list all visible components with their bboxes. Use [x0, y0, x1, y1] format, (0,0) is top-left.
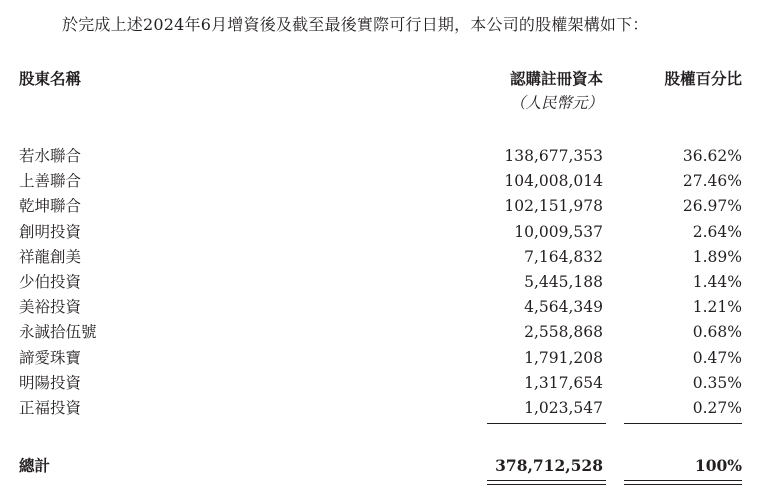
percentage-cell: 0.27%	[692, 398, 742, 417]
registered-capital-cell: 7,164,832	[524, 247, 603, 266]
shareholder-name-cell: 美裕投資	[19, 298, 82, 317]
percentage-cell: 2.64%	[692, 222, 742, 241]
shareholder-name-cell: 乾坤聯合	[19, 197, 82, 216]
total-percentage-value: 100%	[694, 456, 742, 475]
column-header-capital-unit: （人民幣元）	[509, 94, 603, 112]
registered-capital-cell: 102,151,978	[504, 197, 603, 216]
column-header-percentage: 股權百分比	[664, 69, 742, 88]
shareholding-table-body	[0, 144, 771, 421]
registered-capital-cell: 1,791,208	[524, 348, 603, 367]
shareholder-name-cell: 諦愛珠寶	[19, 348, 82, 367]
shareholder-name-cell: 永誠拾伍號	[19, 323, 97, 342]
table-row	[0, 371, 771, 396]
registered-capital-cell: 10,009,537	[514, 222, 603, 241]
table-row	[0, 320, 771, 345]
intro-paragraph: 於完成上述2024年6月增資後及截至最後實際可行日期，本公司的股權架構如下：	[62, 15, 649, 34]
registered-capital-cell: 138,677,353	[504, 147, 603, 165]
table-row	[0, 144, 771, 169]
shareholder-name-cell: 若水聯合	[19, 147, 82, 165]
percentage-cell: 0.68%	[692, 323, 742, 342]
registered-capital-cell: 4,564,349	[524, 298, 603, 317]
percentage-cell: 36.62%	[682, 147, 742, 165]
registered-capital-cell: 2,558,868	[524, 323, 603, 342]
registered-capital-cell: 5,445,188	[524, 272, 603, 291]
shareholder-name-cell: 少伯投資	[19, 272, 82, 291]
percentage-cell: 26.97%	[682, 197, 742, 216]
shareholder-name-cell: 創明投資	[19, 222, 82, 241]
registered-capital-cell: 1,317,654	[524, 373, 603, 392]
column-header-shareholder-name: 股東名稱	[19, 69, 82, 88]
table-row	[0, 346, 771, 371]
subtotal-rule-percentage	[624, 423, 742, 424]
total-capital-value: 378,712,528	[495, 456, 603, 475]
shareholder-name-cell: 明陽投資	[19, 373, 82, 392]
total-double-rule-percentage-lower	[624, 484, 742, 485]
total-double-rule-capital-lower	[487, 484, 606, 485]
table-row	[0, 270, 771, 295]
percentage-cell: 27.46%	[682, 172, 742, 191]
column-header-registered-capital: 認購註冊資本	[509, 69, 603, 88]
shareholder-name-cell: 祥龍創美	[19, 247, 82, 266]
registered-capital-cell: 104,008,014	[504, 172, 603, 191]
total-label: 總計	[19, 456, 51, 475]
percentage-cell: 0.47%	[692, 348, 742, 367]
total-double-rule-capital-upper	[487, 480, 606, 481]
subtotal-rule-capital	[487, 423, 606, 424]
shareholder-name-cell: 正福投資	[19, 398, 82, 417]
percentage-cell: 1.21%	[692, 298, 742, 317]
percentage-cell: 1.44%	[692, 272, 742, 291]
table-row	[0, 194, 771, 219]
table-row	[0, 220, 771, 245]
shareholder-name-cell: 上善聯合	[19, 172, 82, 191]
registered-capital-cell: 1,023,547	[524, 398, 603, 417]
table-row	[0, 295, 771, 320]
percentage-cell: 0.35%	[692, 373, 742, 392]
table-row	[0, 245, 771, 270]
total-double-rule-percentage-upper	[624, 480, 742, 481]
table-row	[0, 169, 771, 194]
table-row	[0, 396, 771, 421]
percentage-cell: 1.89%	[692, 247, 742, 266]
